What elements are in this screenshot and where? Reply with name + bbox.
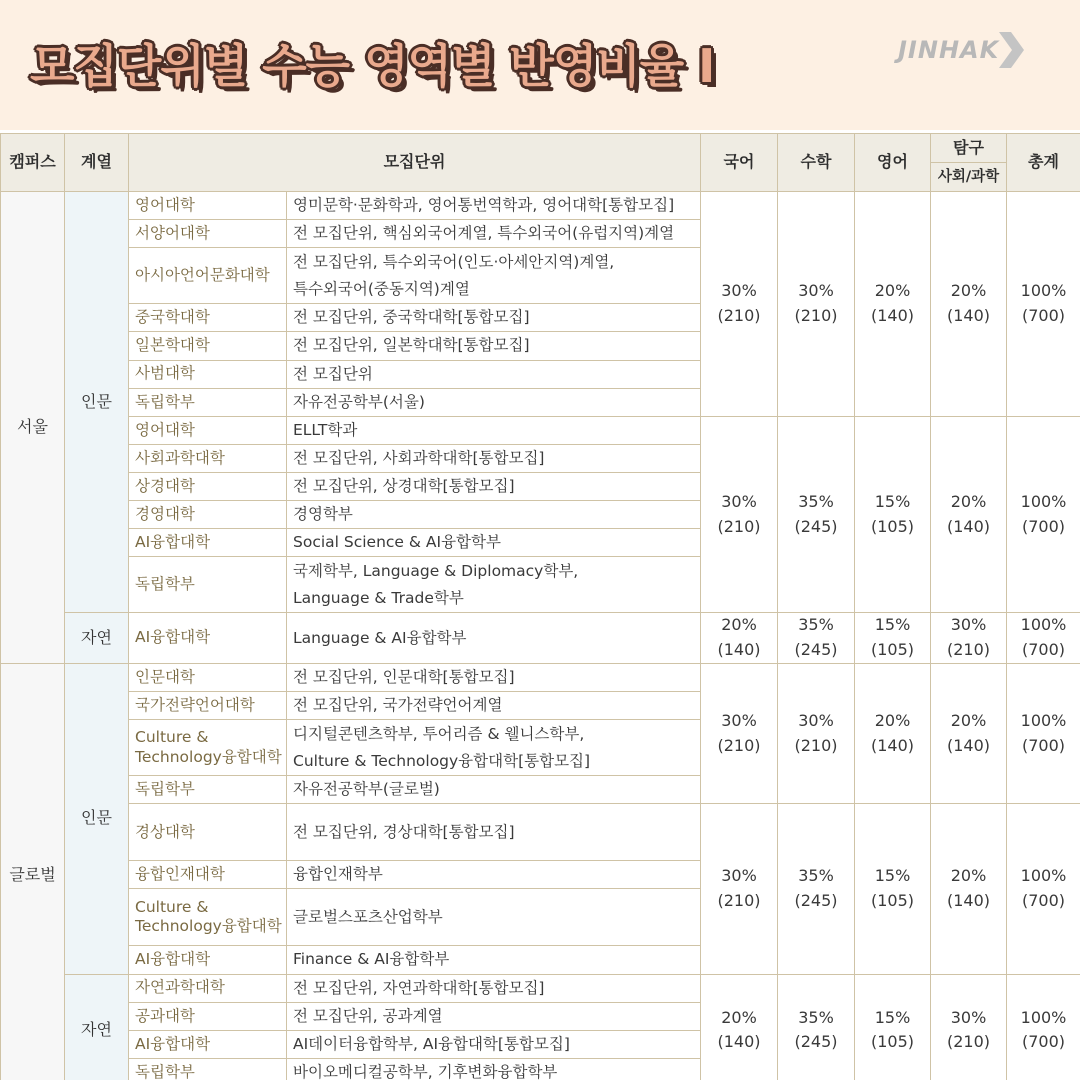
unit-cell: 전 모집단위, 경상대학[통합모집] — [287, 804, 701, 861]
math-ratio-cell: 35% (245) — [778, 416, 855, 613]
inquiry-ratio-cell: 30% (210) — [931, 974, 1007, 1080]
table-row — [1, 804, 1080, 861]
korean-ratio-cell: 30% (210) — [701, 192, 778, 417]
field-cell: 인문 — [65, 192, 129, 613]
admission-ratio-table — [0, 133, 1080, 1080]
college-cell: 영어대학 — [129, 416, 287, 444]
inquiry-ratio-cell: 20% (140) — [931, 663, 1007, 803]
total-ratio-cell: 100% (700) — [1007, 613, 1080, 664]
header-unit: 모집단위 — [129, 134, 701, 192]
college-cell: AI융합대학 — [129, 946, 287, 974]
total-ratio-cell: 100% (700) — [1007, 663, 1080, 803]
math-ratio-cell: 30% (210) — [778, 663, 855, 803]
unit-cell: 전 모집단위, 공과계열 — [287, 1002, 701, 1030]
unit-cell: 자유전공학부(글로벌) — [287, 776, 701, 804]
korean-ratio-cell: 20% (140) — [701, 613, 778, 664]
college-cell: 자연과학대학 — [129, 974, 287, 1002]
table-row — [1, 192, 1080, 220]
inquiry-ratio-cell: 20% (140) — [931, 192, 1007, 417]
english-ratio-cell: 15% (105) — [855, 804, 931, 974]
unit-cell: 전 모집단위, 인문대학[통합모집] — [287, 663, 701, 691]
field-cell: 자연 — [65, 974, 129, 1080]
math-ratio-cell: 35% (245) — [778, 804, 855, 974]
college-cell: 국가전략언어대학 — [129, 692, 287, 720]
college-cell: 아시아언어문화대학 — [129, 248, 287, 304]
college-cell: 일본학대학 — [129, 332, 287, 360]
header-field: 계열 — [65, 134, 129, 192]
unit-cell: 자유전공학부(서울) — [287, 388, 701, 416]
college-cell: 상경대학 — [129, 473, 287, 501]
unit-cell: 국제학부, Language & Diplomacy학부, Language & Trade학부 — [287, 557, 701, 613]
inquiry-ratio-cell: 30% (210) — [931, 613, 1007, 664]
total-ratio-cell: 100% (700) — [1007, 974, 1080, 1080]
college-cell: 사범대학 — [129, 360, 287, 388]
college-cell: Culture & Technology융합대학 — [129, 720, 287, 776]
chevron-right-icon — [995, 30, 1025, 70]
jinhak-logo — [898, 30, 1025, 70]
table-row — [1, 663, 1080, 691]
college-cell: 서양어대학 — [129, 220, 287, 248]
unit-cell: ELLT학과 — [287, 416, 701, 444]
total-ratio-cell: 100% (700) — [1007, 416, 1080, 613]
unit-cell: 전 모집단위 — [287, 360, 701, 388]
field-cell: 자연 — [65, 613, 129, 664]
unit-cell: 글로벌스포츠산업학부 — [287, 889, 701, 946]
field-cell: 인문 — [65, 663, 129, 974]
english-ratio-cell: 15% (105) — [855, 613, 931, 664]
english-ratio-cell: 20% (140) — [855, 192, 931, 417]
unit-cell: 영미문학·문화학과, 영어통번역학과, 영어대학[통합모집] — [287, 192, 701, 220]
college-cell: 독립학부 — [129, 1058, 287, 1080]
header-banner — [0, 0, 1080, 130]
unit-cell: 전 모집단위, 자연과학대학[통합모집] — [287, 974, 701, 1002]
total-ratio-cell: 100% (700) — [1007, 192, 1080, 417]
college-cell: 경상대학 — [129, 804, 287, 861]
table-row — [1, 974, 1080, 1002]
unit-cell: Finance & AI융합학부 — [287, 946, 701, 974]
korean-ratio-cell: 30% (210) — [701, 416, 778, 613]
unit-cell: 전 모집단위, 특수외국어(인도·아세안지역)계열, 특수외국어(중동지역)계열 — [287, 248, 701, 304]
unit-cell: 전 모집단위, 핵심외국어계열, 특수외국어(유럽지역)계열 — [287, 220, 701, 248]
unit-cell: Social Science & AI융합학부 — [287, 529, 701, 557]
header-campus: 캠퍼스 — [1, 134, 65, 192]
math-ratio-cell: 35% (245) — [778, 613, 855, 664]
english-ratio-cell: 15% (105) — [855, 974, 931, 1080]
korean-ratio-cell: 20% (140) — [701, 974, 778, 1080]
english-ratio-cell: 20% (140) — [855, 663, 931, 803]
math-ratio-cell: 30% (210) — [778, 192, 855, 417]
header-math: 수학 — [778, 134, 855, 192]
unit-cell: 전 모집단위, 일본학대학[통합모집] — [287, 332, 701, 360]
korean-ratio-cell: 30% (210) — [701, 663, 778, 803]
college-cell: 인문대학 — [129, 663, 287, 691]
college-cell: Culture & Technology융합대학 — [129, 889, 287, 946]
unit-cell: 디지털콘텐츠학부, 투어리즘 & 웰니스학부, Culture & Technology융합대학[통합모집] — [287, 720, 701, 776]
college-cell: 중국학대학 — [129, 304, 287, 332]
unit-cell: 전 모집단위, 국가전략언어계열 — [287, 692, 701, 720]
header-inquiry-sub: 사회/과학 — [931, 162, 1006, 191]
college-cell: AI융합대학 — [129, 613, 287, 664]
college-cell: 독립학부 — [129, 776, 287, 804]
page-title: 모집단위별 수능 영역별 반영비율 Ⅰ — [30, 39, 715, 93]
korean-ratio-cell: 30% (210) — [701, 804, 778, 974]
header-total: 총계 — [1007, 134, 1080, 192]
college-cell: 독립학부 — [129, 388, 287, 416]
college-cell: AI융합대학 — [129, 1030, 287, 1058]
total-ratio-cell: 100% (700) — [1007, 804, 1080, 974]
college-cell: 영어대학 — [129, 192, 287, 220]
college-cell: 독립학부 — [129, 557, 287, 613]
college-cell: 공과대학 — [129, 1002, 287, 1030]
english-ratio-cell: 15% (105) — [855, 416, 931, 613]
header-inquiry-cell — [931, 134, 1007, 192]
table-row — [1, 613, 1080, 664]
college-cell: 융합인재대학 — [129, 861, 287, 889]
college-cell: AI융합대학 — [129, 529, 287, 557]
campus-cell: 서울 — [1, 192, 65, 664]
math-ratio-cell: 35% (245) — [778, 974, 855, 1080]
table-row — [1, 416, 1080, 444]
inquiry-ratio-cell: 20% (140) — [931, 416, 1007, 613]
unit-cell: 전 모집단위, 중국학대학[통합모집] — [287, 304, 701, 332]
college-cell: 사회과학대학 — [129, 444, 287, 472]
logo-text: JINHAK — [898, 36, 1000, 64]
unit-cell: Language & AI융합학부 — [287, 613, 701, 664]
unit-cell: 전 모집단위, 상경대학[통합모집] — [287, 473, 701, 501]
header-inquiry: 탐구 — [953, 138, 984, 157]
unit-cell: AI데이터융합학부, AI융합대학[통합모집] — [287, 1030, 701, 1058]
unit-cell: 경영학부 — [287, 501, 701, 529]
header-korean: 국어 — [701, 134, 778, 192]
header-english: 영어 — [855, 134, 931, 192]
campus-cell: 글로벌 — [1, 663, 65, 1080]
college-cell: 경영대학 — [129, 501, 287, 529]
inquiry-ratio-cell: 20% (140) — [931, 804, 1007, 974]
unit-cell: 융합인재학부 — [287, 861, 701, 889]
unit-cell: 바이오메디컬공학부, 기후변화융합학부 — [287, 1058, 701, 1080]
unit-cell: 전 모집단위, 사회과학대학[통합모집] — [287, 444, 701, 472]
